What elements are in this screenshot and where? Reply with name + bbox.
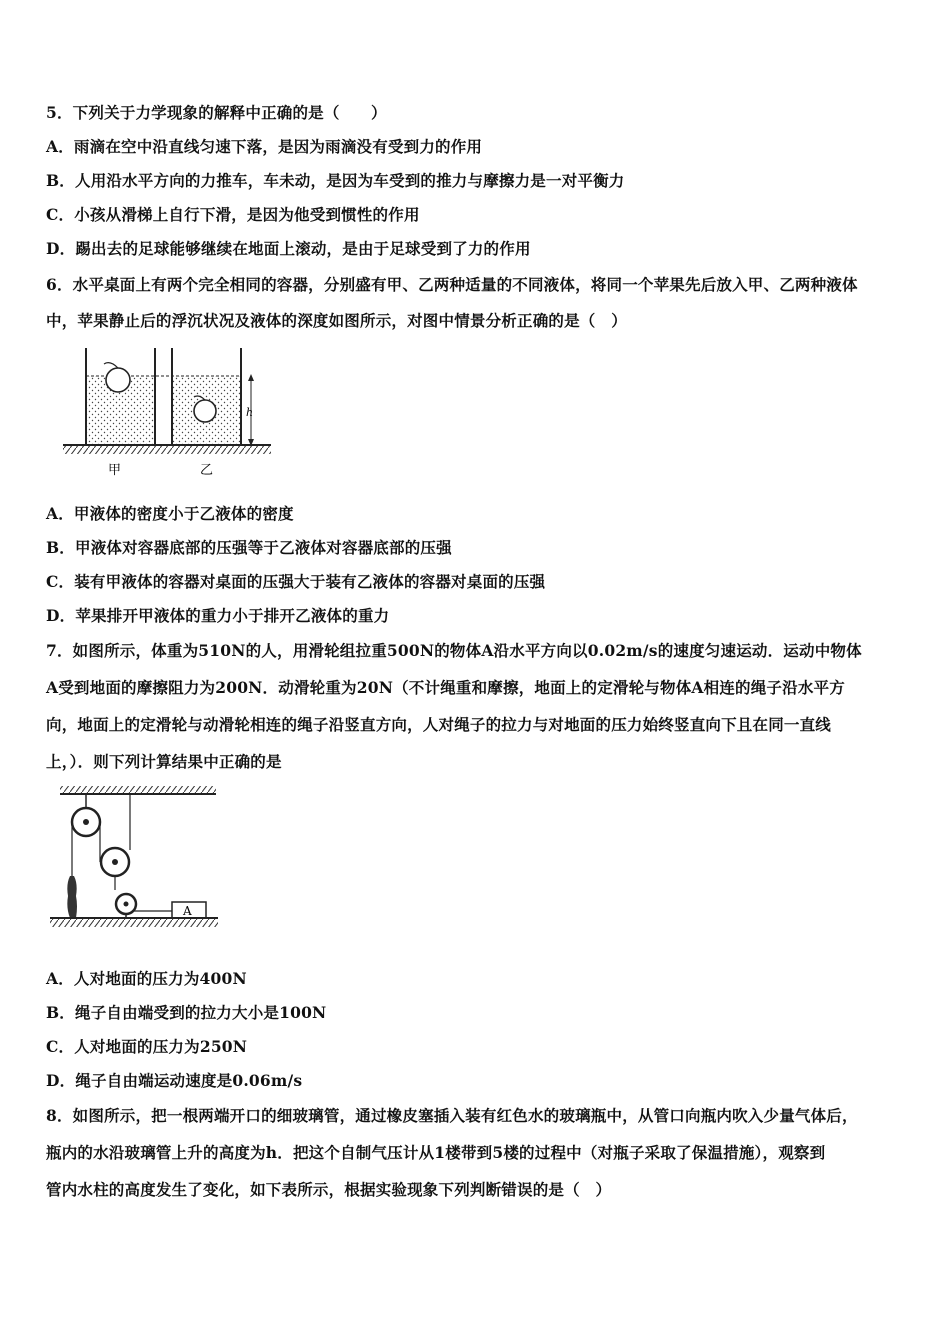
q6-stem-line-1: 6．水平桌面上有两个完全相同的容器，分别盛有甲、乙两种适量的不同液体，将同一个苹果先后放入甲、乙两种液体 xyxy=(46,275,858,294)
block-a-label: A xyxy=(183,904,192,918)
q7-stem-line-1: 7．如图所示，体重为510N的人，用滑轮组拉重500N的物体A沿水平方向以0.02m/s的速度匀速运动．运动中物体 xyxy=(46,641,862,660)
q7-figure-pulleys xyxy=(46,784,226,934)
q6-option-d: D．苹果排开甲液体的重力小于排开乙液体的重力 xyxy=(46,606,390,625)
q6-option-b: B．甲液体对容器底部的压强等于乙液体对容器底部的压强 xyxy=(46,538,452,557)
q6-option-c: C．装有甲液体的容器对桌面的压强大于装有乙液体的容器对桌面的压强 xyxy=(46,572,546,591)
q6-option-a: A．甲液体的密度小于乙液体的密度 xyxy=(46,504,294,523)
q8-stem-line-3: 管内水柱的高度发生了变化，如下表所示，根据实验现象下列判断错误的是（ ） xyxy=(46,1180,612,1199)
person-icon xyxy=(67,876,77,918)
depth-label: h xyxy=(246,406,254,419)
q7-stem-line-2: A受到地面的摩擦阻力为200N．动滑轮重为20N（不计绳重和摩擦，地面上的定滑轮与物体A相连的绳子沿水平方 xyxy=(46,678,845,697)
label-jia: 甲 xyxy=(108,463,122,478)
apple-floating-icon xyxy=(106,368,130,392)
q7-option-a: A．人对地面的压力为400N xyxy=(46,969,247,988)
q5-option-c: C．小孩从滑梯上自行下滑，是因为他受到惯性的作用 xyxy=(46,205,420,224)
q6-figure-containers xyxy=(58,344,273,480)
q8-stem-line-2: 瓶内的水沿玻璃管上升的高度为h．把这个自制气压计从1楼带到5楼的过程中（对瓶子采取了保温措施），观察到 xyxy=(46,1143,826,1162)
q5-option-a: A．雨滴在空中沿直线匀速下落，是因为雨滴没有受到力的作用 xyxy=(46,137,483,156)
q5-stem: 5．下列关于力学现象的解释中正确的是（ ） xyxy=(46,103,387,122)
q8-stem-line-1: 8．如图所示，把一根两端开口的细玻璃管，通过橡皮塞插入装有红色水的玻璃瓶中，从管口向瓶内吹入少量气体后， xyxy=(46,1106,858,1125)
q7-stem-line-3: 向，地面上的定滑轮与动滑轮相连的绳子沿竖直方向，人对绳子的拉力与对地面的压力始终竖直向下且在同一直线 xyxy=(46,715,832,734)
q7-option-b: B．绳子自由端受到的拉力大小是100N xyxy=(46,1003,327,1022)
q7-option-c: C．人对地面的压力为250N xyxy=(46,1037,248,1056)
apple-suspended-icon xyxy=(194,400,216,422)
q5-option-d: D．踢出去的足球能够继续在地面上滚动，是由于足球受到了力的作用 xyxy=(46,239,531,258)
q5-option-b: B．人用沿水平方向的力推车，车未动，是因为车受到的推力与摩擦力是一对平衡力 xyxy=(46,171,625,190)
q6-stem-line-2: 中，苹果静止后的浮沉状况及液体的深度如图所示，对图中情景分析正确的是（ ） xyxy=(46,311,627,330)
q7-stem-line-4: 上，）．则下列计算结果中正确的是 xyxy=(46,752,282,771)
q7-option-d: D．绳子自由端运动速度是0.06m/s xyxy=(46,1071,303,1090)
label-yi: 乙 xyxy=(200,463,214,478)
